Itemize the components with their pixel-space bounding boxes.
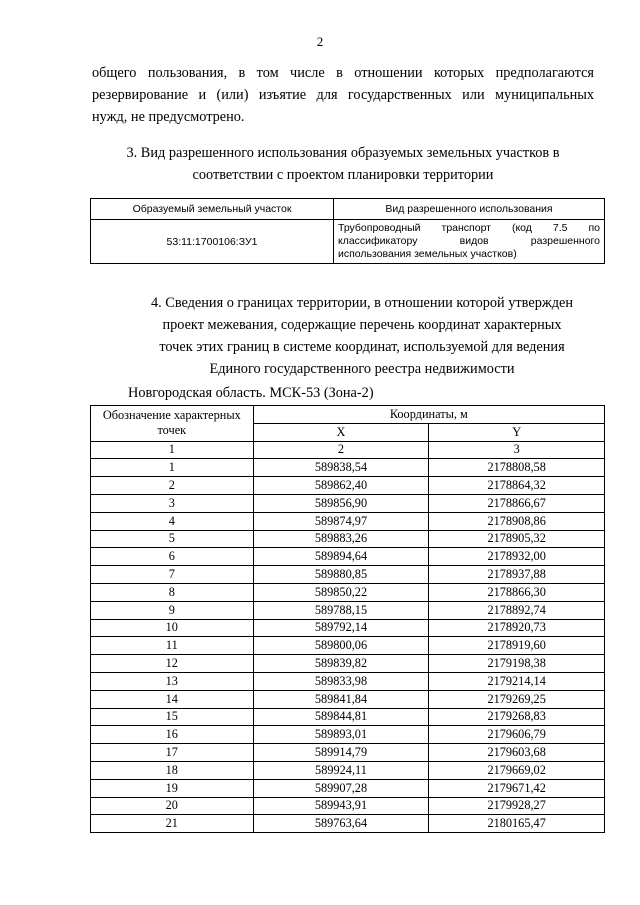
x-cell: 589914,79 (253, 744, 429, 762)
x-cell: 589800,06 (253, 637, 429, 655)
table-row (91, 672, 605, 690)
intro-line: общего пользования, в том числе в отношении которых предполагаются (92, 65, 594, 81)
land-use-header-row (91, 199, 605, 220)
y-cell: 2178908,86 (429, 512, 605, 530)
point-cell: 6 (91, 548, 254, 566)
coordinates-table (90, 405, 605, 833)
y-cell: 2178919,60 (429, 637, 605, 655)
use-description (334, 220, 605, 264)
table-row (91, 583, 605, 601)
y-cell: 2179669,02 (429, 761, 605, 779)
x-cell: 589874,97 (253, 512, 429, 530)
y-cell: 2178808,58 (429, 459, 605, 477)
point-cell: 17 (91, 744, 254, 762)
header-coordinates: Координаты, м (253, 406, 604, 424)
point-cell: 5 (91, 530, 254, 548)
point-cell: 2 (91, 477, 254, 495)
point-cell: 20 (91, 797, 254, 815)
x-cell: 589907,28 (253, 779, 429, 797)
intro-line: нужд, не предусмотрено. (92, 109, 245, 125)
point-cell: 19 (91, 779, 254, 797)
table-row (91, 744, 605, 762)
point-cell: 1 (91, 459, 254, 477)
section-3-heading-line: соответствии с проектом планировки территории (192, 167, 494, 183)
y-cell: 2179269,25 (429, 690, 605, 708)
header-x: X (253, 423, 429, 441)
x-cell: 589862,40 (253, 477, 429, 495)
table-row (91, 797, 605, 815)
x-cell: 589763,64 (253, 815, 429, 833)
section-4-heading-line: точек этих границ в системе координат, используемой для ведения (159, 339, 565, 355)
y-cell: 2179603,68 (429, 744, 605, 762)
x-cell: 589924,11 (253, 761, 429, 779)
point-cell: 15 (91, 708, 254, 726)
intro-line: резервирование и (или) изъятие для государственных или муниципальных (92, 87, 594, 103)
table-row (91, 815, 605, 833)
table-row (91, 512, 605, 530)
table-row (91, 637, 605, 655)
x-cell: 589880,85 (253, 566, 429, 584)
point-cell: 8 (91, 583, 254, 601)
table-row (91, 530, 605, 548)
column-number-row (91, 441, 605, 459)
section-3-heading (92, 142, 594, 186)
parcel-id: 53:11:1700106:ЗУ1 (91, 220, 334, 264)
header-point-line: точек (157, 423, 187, 438)
header-y: Y (429, 423, 605, 441)
use-line: классификатору видов разрешенного (338, 235, 600, 247)
header-point-line: Обозначение характерных (102, 408, 241, 423)
y-cell: 2178866,67 (429, 494, 605, 512)
y-cell: 2179198,38 (429, 655, 605, 673)
point-cell: 11 (91, 637, 254, 655)
page-number: 2 (316, 34, 324, 49)
coordinate-system-caption: Новгородская область. МСК-53 (Зона-2) (128, 385, 374, 401)
table-row (91, 779, 605, 797)
x-cell: 589850,22 (253, 583, 429, 601)
table-row (91, 494, 605, 512)
section-4-heading-line: проект межевания, содержащие перечень координат характерных (162, 317, 562, 333)
x-cell: 589838,54 (253, 459, 429, 477)
section-4-heading-line: Единого государственного реестра недвижимости (209, 361, 515, 377)
land-use-row (91, 220, 605, 264)
point-cell: 3 (91, 494, 254, 512)
y-cell: 2178905,32 (429, 530, 605, 548)
intro-paragraph (92, 62, 594, 128)
x-cell: 589894,64 (253, 548, 429, 566)
point-cell: 9 (91, 601, 254, 619)
table-row (91, 459, 605, 477)
point-cell: 10 (91, 619, 254, 637)
header-parcel: Образуемый земельный участок (91, 199, 334, 220)
y-cell: 2178866,30 (429, 583, 605, 601)
section-4-heading-line: 4. Сведения о границах территории, в отношении которой утвержден (150, 295, 573, 311)
section-3-heading-line: 3. Вид разрешенного использования образуемых земельных участков в (126, 145, 560, 161)
table-row (91, 708, 605, 726)
table-row (91, 566, 605, 584)
y-cell: 2178864,32 (429, 477, 605, 495)
table-row (91, 619, 605, 637)
column-number: 2 (253, 441, 429, 459)
x-cell: 589788,15 (253, 601, 429, 619)
table-row (91, 690, 605, 708)
y-cell: 2179606,79 (429, 726, 605, 744)
y-cell: 2178937,88 (429, 566, 605, 584)
x-cell: 589844,81 (253, 708, 429, 726)
point-cell: 12 (91, 655, 254, 673)
y-cell: 2179268,83 (429, 708, 605, 726)
x-cell: 589841,84 (253, 690, 429, 708)
x-cell: 589883,26 (253, 530, 429, 548)
y-cell: 2178932,00 (429, 548, 605, 566)
y-cell: 2178892,74 (429, 601, 605, 619)
y-cell: 2179928,27 (429, 797, 605, 815)
y-cell: 2179671,42 (429, 779, 605, 797)
section-4-heading (120, 292, 604, 380)
y-cell: 2179214,14 (429, 672, 605, 690)
point-cell: 7 (91, 566, 254, 584)
x-cell: 589893,01 (253, 726, 429, 744)
use-line: Трубопроводный транспорт (код 7.5 по (338, 222, 600, 234)
column-number: 1 (91, 441, 254, 459)
point-cell: 21 (91, 815, 254, 833)
coordinates-header-row (91, 406, 605, 424)
x-cell: 589943,91 (253, 797, 429, 815)
use-line: использования земельных участков) (338, 248, 517, 260)
table-row (91, 601, 605, 619)
x-cell: 589839,82 (253, 655, 429, 673)
point-cell: 14 (91, 690, 254, 708)
table-row (91, 761, 605, 779)
y-cell: 2178920,73 (429, 619, 605, 637)
table-row (91, 726, 605, 744)
table-row (91, 477, 605, 495)
table-row (91, 655, 605, 673)
x-cell: 589833,98 (253, 672, 429, 690)
table-row (91, 548, 605, 566)
header-use: Вид разрешенного использования (334, 199, 605, 220)
point-cell: 18 (91, 761, 254, 779)
header-point-designation (91, 406, 254, 442)
point-cell: 16 (91, 726, 254, 744)
point-cell: 13 (91, 672, 254, 690)
y-cell: 2180165,47 (429, 815, 605, 833)
x-cell: 589792,14 (253, 619, 429, 637)
x-cell: 589856,90 (253, 494, 429, 512)
point-cell: 4 (91, 512, 254, 530)
land-use-table (90, 198, 605, 264)
column-number: 3 (429, 441, 605, 459)
